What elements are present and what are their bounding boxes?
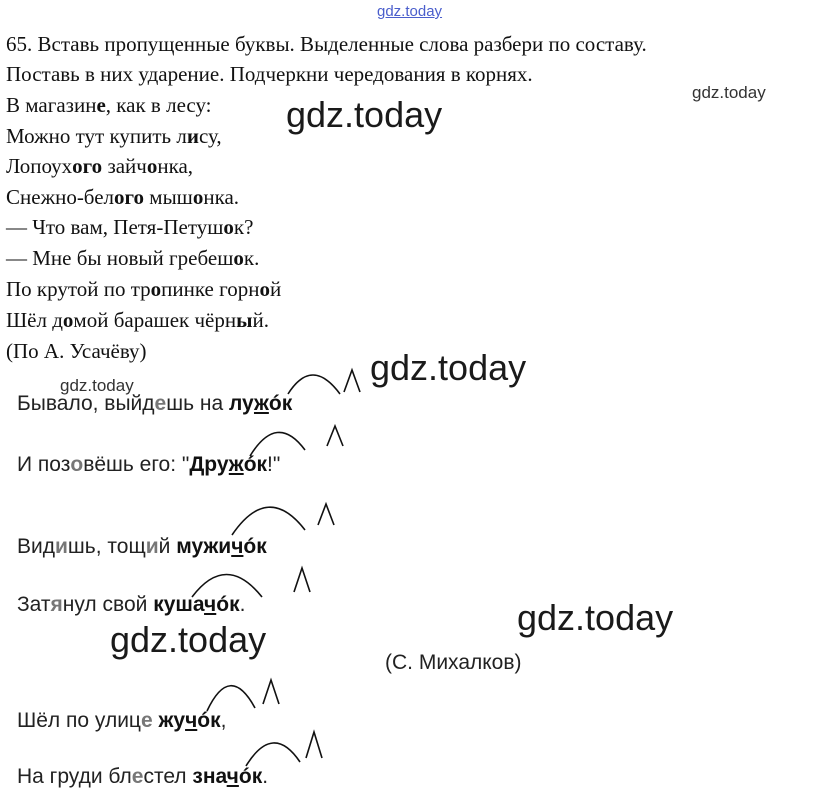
root-arc-druzhok [250,432,305,456]
root-arc-znachok [246,743,300,766]
watermark-large-2: gdz.today [370,347,527,388]
root-arc-luzhok [288,375,340,394]
key-word-kushachok: кушачóк [153,593,240,616]
watermark-large-1: gdz.today [286,94,443,135]
suffix-caret-muzhichok [318,504,334,525]
suffix-caret-luzhok [344,370,360,392]
example-line-2: И позовёшь его: "Дружóк!" [17,453,281,476]
example-line-4: Затянул свой кушачóк. [17,593,246,616]
poem-line-1: В магазине, как в лесу: [6,93,212,117]
task-line-2: Поставь в них ударение. Подчеркни чередования в корнях. [6,62,533,86]
key-word-muzhichok: мужичóк [176,535,267,558]
watermark-small-left: gdz.today [60,376,134,395]
suffix-caret-druzhok [327,426,343,446]
key-word-druzhok: Дружóк [189,453,268,476]
example-line-5: Шёл по улице жучóк, [17,709,227,732]
example-line-3: Видишь, тощий мужичóк [17,535,267,558]
example-line-6: На груди блестел значóк. [17,765,269,788]
watermark-large-3: gdz.today [517,597,674,638]
poem-line-3: Лопоухого зайчонка, [6,154,194,178]
key-word-znachok: значóк [192,765,263,788]
root-arc-kushachok [192,575,262,598]
poem-line-7: По крутой по тропинке горной [6,277,282,301]
suffix-caret-kushachok [294,568,310,592]
poem-line-2: Можно тут купить лису, [6,124,222,148]
suffix-caret-zhuchok [263,680,279,704]
root-arc-zhuchok [207,686,255,711]
poem-line-4: Снежно-белого мышонка. [6,185,240,209]
watermark-top[interactable]: gdz.today [377,3,443,20]
suffix-caret-znachok [306,732,322,758]
key-word-zhuchok: жучóк [158,709,221,732]
task-line-1: 65. Вставь пропущенные буквы. Выделенные слова разбери по составу. [6,32,647,56]
watermark-small-right: gdz.today [692,83,766,102]
examples-author: (С. Михалков) [385,651,522,674]
poem-author: (По А. Усачёву) [6,339,147,363]
poem-line-8: Шёл домой барашек чёрный. [6,308,269,332]
watermark-large-4: gdz.today [110,619,267,660]
poem-line-6: — Мне бы новый гребешок. [6,246,260,270]
poem-line-5: — Что вам, Петя-Петушок? [6,215,254,239]
example-line-1: Бывало, выйдешь на лужóк [17,392,293,415]
key-word-luzhok: лужóк [228,392,293,415]
root-arc-muzhichok [232,507,305,535]
